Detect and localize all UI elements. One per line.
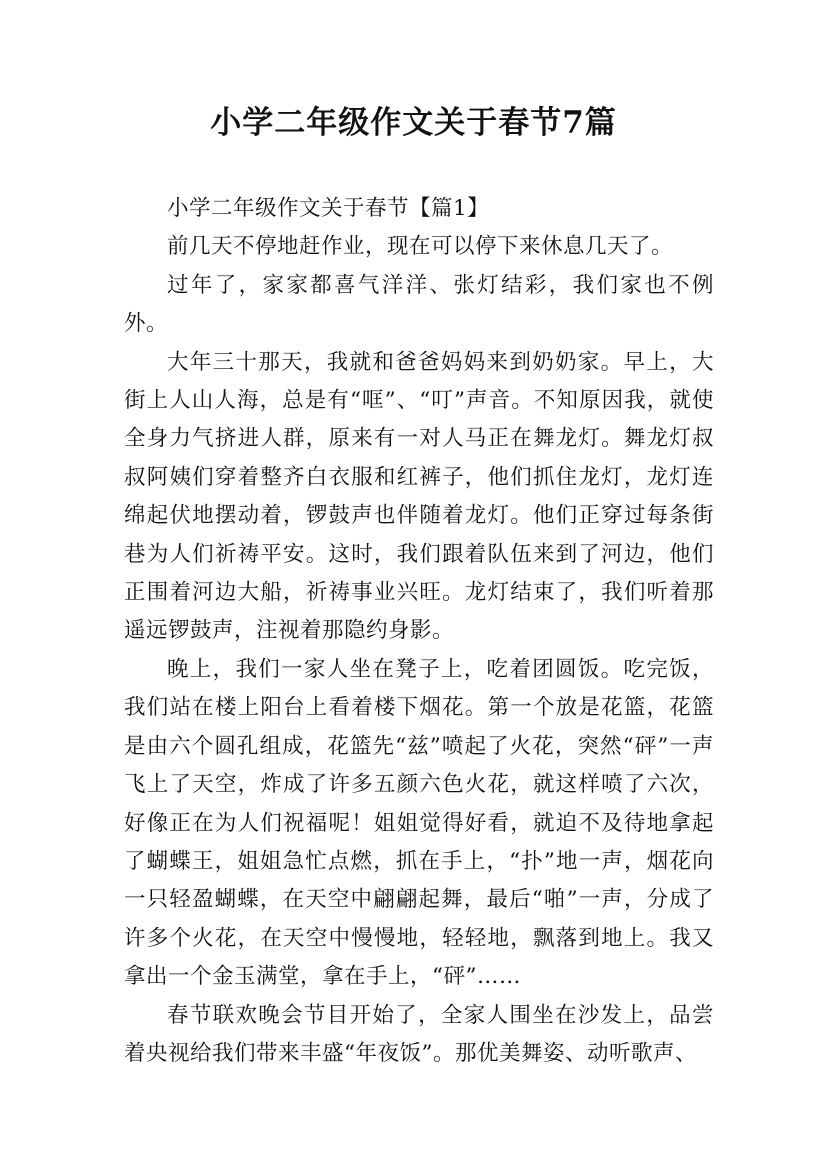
paragraph-2: 过年了，家家都喜气洋洋、张灯结彩，我们家也不例外。: [124, 272, 714, 337]
document-title: 小学二年级作文关于春节7篇: [210, 105, 617, 141]
paragraph-3: 大年三十那天，我就和爸爸妈妈来到奶奶家。早上，大街上人山人海，总是有“哐”、“叮”声音。不知原因我，就使全身力气挤进人群，原来有一对人马正在舞龙灯。舞龙灯叔叔阿姨们穿着整齐白衣服和红裤子，他们抓住龙灯，龙灯连绵起伏地摆动着，锣鼓声也伴随着龙灯。他们正穿过每条街巷为人们祈祷平安。这时，我们跟着队伍来到了河边，他们正围着河边大船，祈祷事业兴旺。龙灯结束了，我们听着那遥远锣鼓声，注视着那隐约身影。: [124, 349, 714, 644]
paragraph-1: 前几天不停地赶作业，现在可以停下来休息几天了。: [167, 234, 674, 260]
paragraph-4: 晚上，我们一家人坐在凳子上，吃着团圆饭。吃完饭，我们站在楼上阳台上看着楼下烟花。第一个放是花篮，花篮是由六个圆孔组成，花篮先“兹”喷起了火花，突然“砰”一声飞上了天空，炸成了许多五颜六色火花，就这样喷了六次，好像正在为人们祝福呢！姐姐觉得好看，就迫不及待地拿起了蝴蝶王，姐姐急忙点燃，抓在手上，“扑”地一声，烟花向一只轻盈蝴蝶，在天空中翩翩起舞，最后“啪”一声，分成了许多个火花，在天空中慢慢地，轻轻地，飘落到地上。我又拿出一个金玉满堂，拿在手上，“砰”……: [124, 656, 714, 990]
section-heading: 小学二年级作文关于春节【篇1】: [167, 196, 490, 221]
paragraph-5: 春节联欢晚会节目开始了，全家人围坐在沙发上，品尝着央视给我们带来丰盛“年夜饭”。那优美舞姿、动听歌声、: [124, 1002, 714, 1066]
document-body: [124, 190, 714, 1073]
